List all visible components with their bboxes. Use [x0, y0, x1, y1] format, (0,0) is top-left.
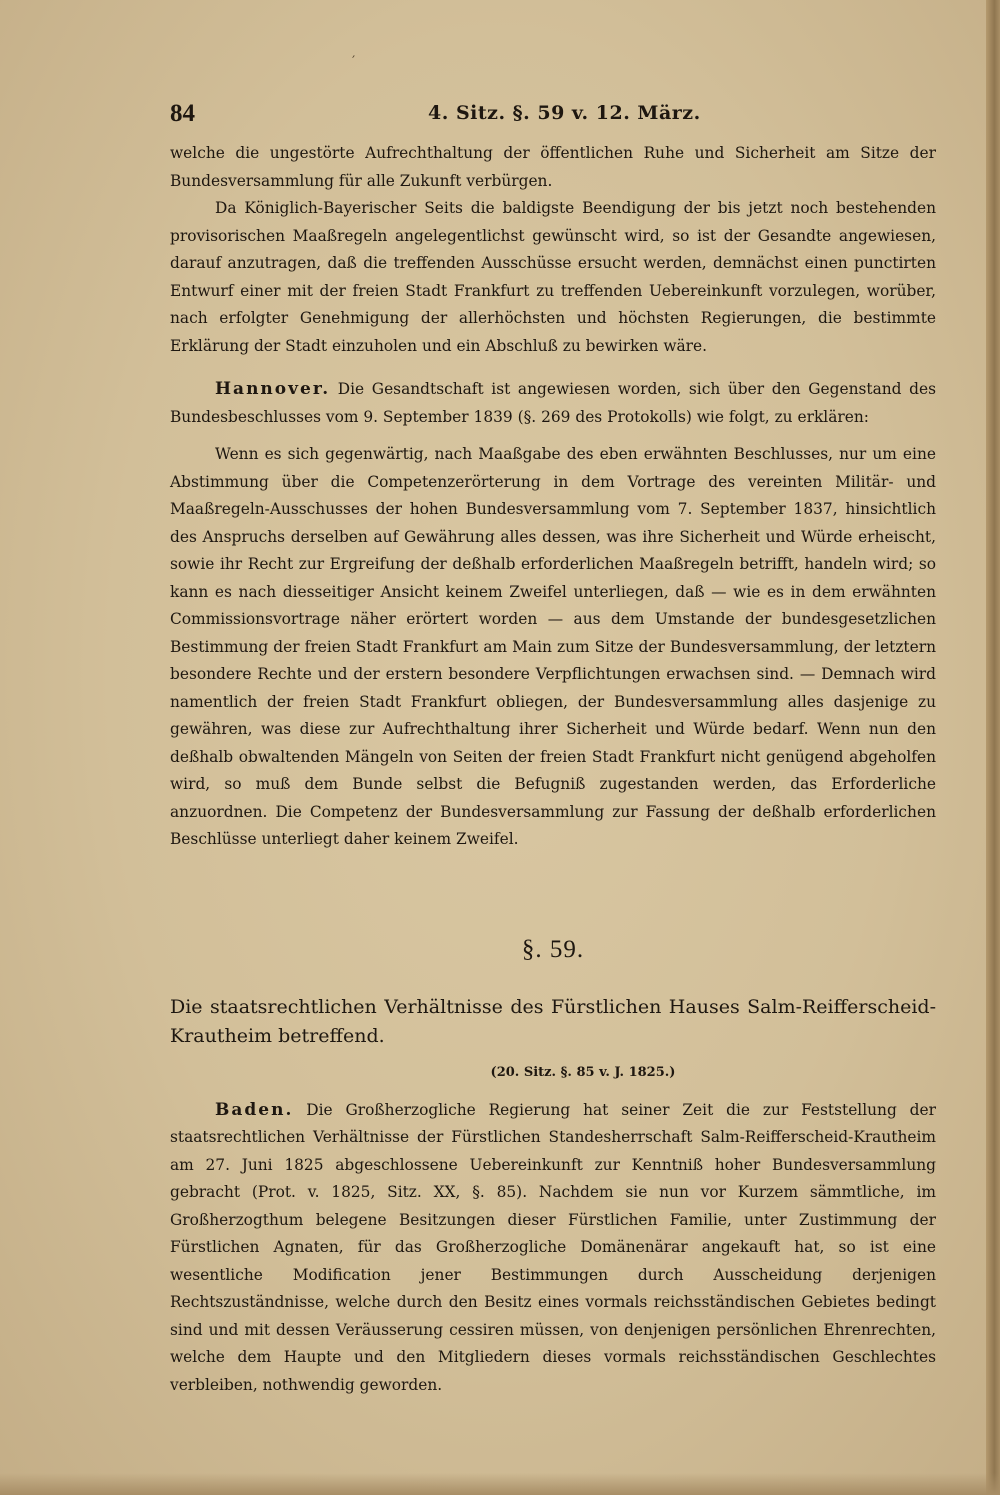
paragraph-baden: [170, 1097, 936, 1400]
state-name-baden: Baden.: [215, 1099, 294, 1120]
page-body: [170, 140, 936, 1399]
page-number: 84: [170, 100, 195, 127]
paragraph-hannover: [170, 376, 936, 431]
paragraph-continuation: welche die ungestörte Aufrechthaltung der öffentlichen Ruhe und Sicherheit am Sitze der Bundesversammlung für alle Zukunft verbürgen.: [170, 144, 936, 190]
paragraph-hannover-statement: Wenn es sich gegenwärtig, nach Maaßgabe des eben erwähnten Beschlusses, nur um eine Abstimmung über die Competenzerörterung in dem Vortrage des vereinten Militär- und Maaßregeln-Ausschusses der hohen Bundesversammlung vom 7. September 1837, hinsichtlich des Anspruchs derselben auf Gewährung alles dessen, was ihre Sicherheit und Würde erheischt, sowie ihr Recht zur Ergreifung der deßhalb erforderlichen Maaßregeln betrifft, handeln wird; so kann es nach diesseitiger Ansicht keinem Zweifel unterliegen, daß — wie es in dem erwähnten Commissionsvortrage näher erörtert worden — aus dem Umstande der bundesgesetzlichen Bestimmung der freien Stadt Frankfurt am Main zum Sitze der Bundesversammlung, der letztern besondere Rechte und der erstern besondere Verpflichtungen erwachsen sind. — Demnach wird namentlich der freien Stadt Frankfurt obliegen, der Bundesversammlung alles dasjenige zu gewähren, was diese zur Aufrechthaltung ihrer Sicherheit und Würde bedarf. Wenn nun den deßhalb obwaltenden Mängeln von Seiten der freien Stadt Frankfurt nicht genügend abgeholfen wird, so muß dem Bunde selbst die Befugniß zugestanden werden, das Erforderliche anzuordnen. Die Competenz der Bundesversammlung zur Fassung der deßhalb erforderlichen Beschlüsse unterliegt daher keinem Zweifel.: [170, 445, 936, 848]
paper-speck: ′: [352, 54, 356, 70]
running-head: 4. Sitz. §. 59 v. 12. März.: [428, 102, 701, 124]
paragraph-bavaria: Da Königlich-Bayerischer Seits die baldigste Beendigung der bis jetzt noch bestehenden provisorischen Maaßregeln angelegentlichst gewünscht wird, so ist der Gesandte angewiesen, darauf anzutragen, daß die treffenden Ausschüsse ersucht werden, demnächst einen punctirten Entwurf einer mit der freien Stadt Frankfurt zu treffenden Uebereinkunft vorzulegen, worüber, nach erfolgter Genehmigung der allerhöchsten und höchsten Regierungen, die bestimmte Erklärung der Stadt einzuholen und ein Abschluß zu bewirken wäre.: [170, 199, 936, 355]
paragraph-hannover-text: Die Gesandtschaft ist angewiesen worden, sich über den Gegenstand des Bundesbeschlusses vom 9. September 1839 (§. 269 des Protokolls) wie folgt, zu erklären:: [170, 380, 936, 426]
section-title: Die staatsrechtlichen Verhältnisse des Fürstlichen Hauses Salm-Reifferscheid-Krautheim betreffend.: [170, 996, 936, 1047]
section-reference: (20. Sitz. §. 85 v. J. 1825.): [490, 1065, 676, 1080]
paragraph-baden-text: Die Großherzogliche Regierung hat seiner Zeit die zur Feststellung der staatsrechtlichen Verhältnisse der Fürstlichen Standesherrschaft Salm-Reifferscheid-Krautheim am 27. Juni 1825 abgeschlossene Uebereinkunft zur Kenntniß hoher Bundesversammlung gebracht (Prot. v. 1825, Sitz. XX, §. 85). Nachdem sie nun vor Kurzem sämmtliche, im Großherzogthum belegene Besitzungen dieser Fürstlichen Familie, unter Zustimmung der Fürstlichen Agnaten, für das Großherzogliche Domänenärar angekauft hat, so ist eine wesentliche Modification jener Bestimmungen durch Ausscheidung derjenigen Rechtszuständnisse, welche durch den Besitz eines vormals reichsständischen Gebietes bedingt sind und mit dessen Veräusserung cessiren müssen, von denjenigen persönlichen Ehrenrechten, welche dem Haupte und den Mitgliedern dieses vormals reichsständischen Geschlechtes verbleiben, nothwendig geworden.: [170, 1100, 936, 1394]
page-edge-shadow: [986, 0, 1000, 1495]
state-name-hannover: Hannover.: [215, 379, 331, 399]
page-bottom-shadow: [0, 1473, 1000, 1495]
page-header: [170, 100, 936, 130]
section-number: §. 59.: [521, 935, 585, 963]
